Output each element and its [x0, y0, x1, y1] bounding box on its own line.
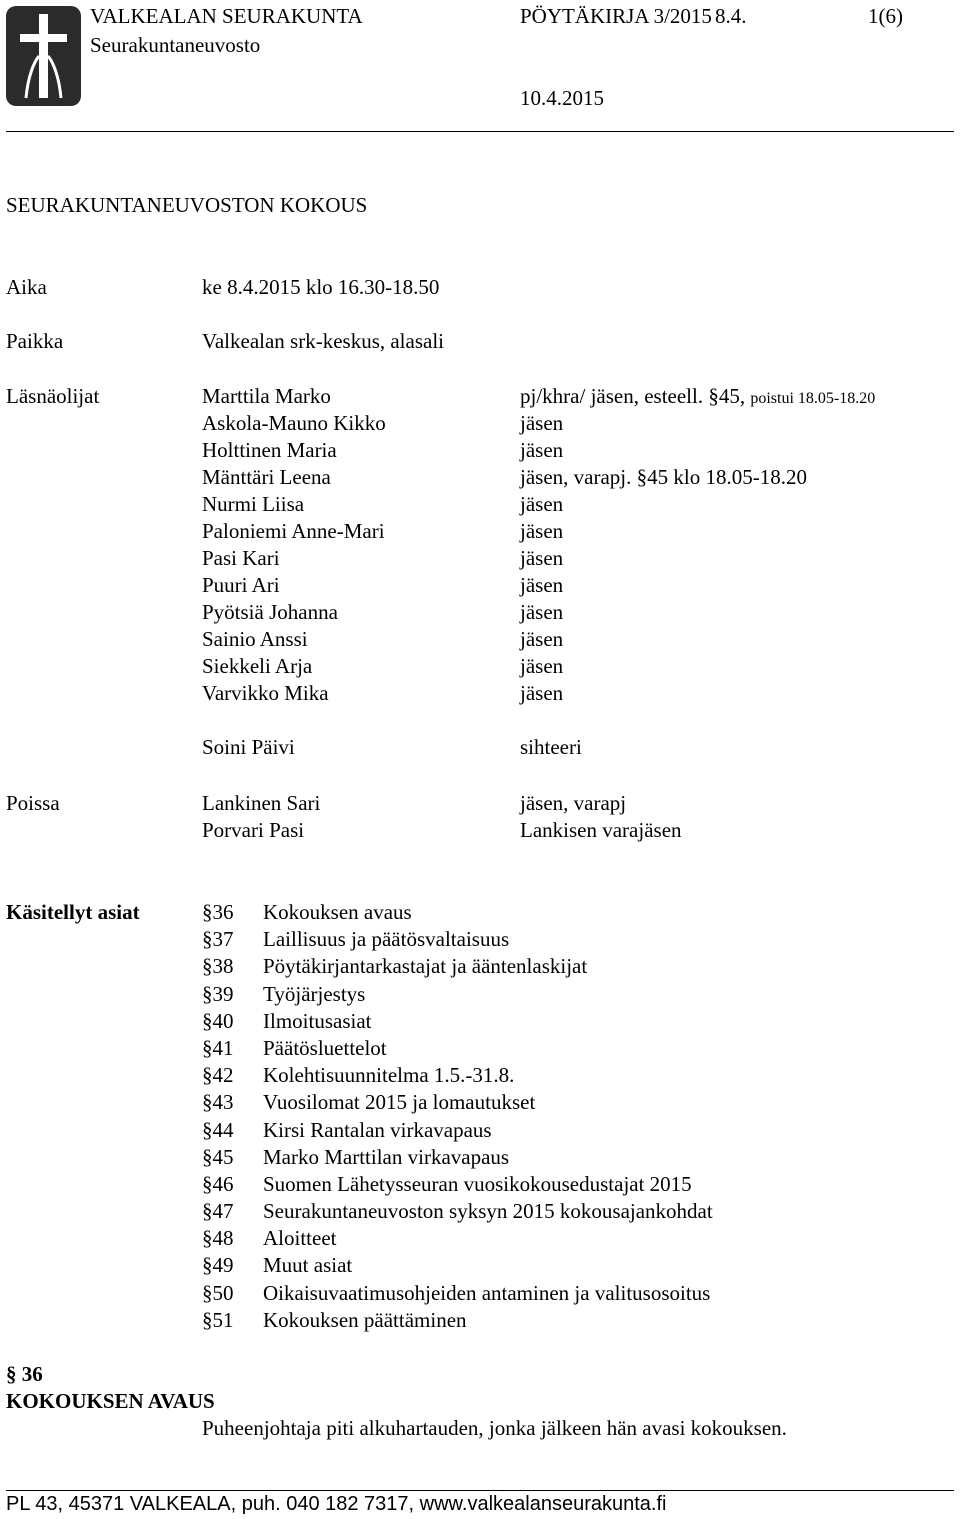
agenda-item [202, 1252, 353, 1279]
agenda-item [202, 899, 412, 926]
time-value: ke 8.4.2015 klo 16.30-18.50 [202, 275, 440, 299]
attendee-role-note: poistui 18.05-18.20 [750, 390, 876, 407]
section-body: Puheenjohtaja piti alkuhartauden, jonka jälkeen hän avasi kokouksen. [202, 1416, 787, 1440]
attendee-name: Holttinen Maria [202, 438, 337, 462]
attendee-role: jäsen [520, 492, 564, 516]
absent-row [202, 790, 627, 817]
attendee-name: Pyötsiä Johanna [202, 600, 338, 624]
absent-role: jäsen, varapj [520, 791, 627, 815]
cross-logo-icon [6, 6, 81, 106]
agenda-item [202, 1280, 711, 1307]
attendee-name: Sainio Anssi [202, 627, 308, 651]
agenda-item-number: §44 [202, 1117, 234, 1142]
attendee-role: jäsen [520, 573, 564, 597]
agenda-item-number: §36 [202, 900, 234, 924]
absent-label: Poissa [6, 791, 60, 815]
meeting-title: SEURAKUNTANEUVOSTON KOKOUS [6, 193, 368, 217]
attendee-role: jäsen [520, 519, 564, 543]
attendee-role: jäsen [520, 654, 564, 678]
agenda-item-text: Kirsi Rantalan virkavapaus [263, 1117, 492, 1142]
place-value: Valkealan srk-keskus, alasali [202, 329, 445, 353]
attendee-name: Siekkeli Arja [202, 654, 313, 678]
agenda-item [202, 1035, 387, 1062]
agenda-item [202, 1117, 492, 1144]
agenda-item-number: §40 [202, 1008, 234, 1033]
attendee-role: jäsen [520, 438, 564, 462]
agenda-label: Käsitellyt asiat [6, 900, 140, 924]
absent-name: Lankinen Sari [202, 791, 321, 815]
present-label: Läsnäolijat [6, 384, 100, 408]
attendee-row [202, 545, 564, 572]
agenda-item-text: Pöytäkirjantarkastajat ja ääntenlaskijat [263, 954, 588, 979]
secretary-role: sihteeri [520, 735, 582, 759]
agenda-item-text: Marko Marttilan virkavapaus [263, 1144, 510, 1169]
attendee-role: jäsen [520, 600, 564, 624]
attendee-row [202, 599, 564, 626]
agenda-item-number: §47 [202, 1199, 234, 1224]
attendee-row [202, 653, 564, 680]
council-name: Seurakuntaneuvosto [90, 33, 261, 57]
agenda-item-number: §38 [202, 954, 234, 979]
agenda-item-number: §39 [202, 981, 234, 1006]
attendee-role [520, 383, 875, 412]
agenda-item-text: Vuosilomat 2015 ja lomautukset [263, 1090, 536, 1115]
agenda-item [202, 953, 588, 980]
agenda-item [202, 1089, 536, 1116]
absent-list [202, 790, 682, 844]
agenda-item [202, 1008, 372, 1035]
place-label: Paikka [6, 329, 64, 353]
agenda-item-text: Laillisuus ja päätösvaltaisuus [263, 927, 510, 952]
attendee-row [202, 437, 564, 464]
section-title: KOKOUKSEN AVAUS [6, 1389, 215, 1413]
attendee-name: Marttila Marko [202, 384, 331, 408]
agenda-item-text: Kokouksen päättäminen [263, 1307, 467, 1332]
agenda-item [202, 1171, 692, 1198]
attendee-name: Mänttäri Leena [202, 465, 331, 489]
agenda-item-number: §49 [202, 1253, 234, 1278]
footer-contact: PL 43, 45371 VALKEALA, puh. 040 182 7317, www.valkealanseurakunta.fi [6, 1493, 667, 1515]
document-date: 8.4. [715, 4, 747, 28]
attendee-row [202, 491, 564, 518]
attendee-name: Nurmi Liisa [202, 492, 305, 516]
secretary-row [202, 734, 582, 761]
agenda-item [202, 1225, 337, 1252]
attendee-role: jäsen, varapj. §45 klo 18.05-18.20 [520, 465, 807, 489]
attendee-row [202, 464, 807, 491]
attendee-row [202, 572, 564, 599]
attendee-role-text: pj/khra/ jäsen, esteell. §45, [520, 384, 751, 408]
agenda-item-text: Työjärjestys [263, 981, 366, 1006]
attendee-list [202, 383, 876, 761]
attendee-name: Varvikko Mika [202, 681, 329, 705]
agenda-item-number: §45 [202, 1144, 234, 1169]
agenda-item-text: Suomen Lähetysseuran vuosikokousedustajat 2015 [263, 1171, 692, 1196]
agenda-item [202, 981, 366, 1008]
attendee-role: jäsen [520, 546, 564, 570]
attendee-name: Paloniemi Anne-Mari [202, 519, 385, 543]
agenda-item [202, 1062, 515, 1089]
attendee-name: Askola-Mauno Kikko [202, 411, 386, 435]
attendee-row [202, 383, 876, 410]
attendee-row [202, 626, 564, 653]
agenda-item-number: §50 [202, 1280, 234, 1305]
section-number: § 36 [6, 1362, 43, 1386]
agenda-item-text: Aloitteet [263, 1226, 337, 1251]
agenda-item [202, 1307, 467, 1334]
agenda-item-text: Kolehtisuunnitelma 1.5.-31.8. [263, 1063, 515, 1088]
agenda-item [202, 1144, 510, 1171]
agenda-item [202, 926, 510, 953]
agenda-item-number: §37 [202, 927, 234, 952]
agenda-item-number: §46 [202, 1171, 234, 1196]
agenda-item-text: Seurakuntaneuvoston syksyn 2015 kokousajankohdat [263, 1199, 713, 1224]
agenda-item [202, 1198, 713, 1225]
header-date: 10.4.2015 [520, 86, 604, 110]
time-label: Aika [6, 275, 47, 299]
attendee-role: jäsen [520, 411, 564, 435]
agenda-item-text: Kokouksen avaus [263, 900, 412, 924]
footer-divider [6, 1490, 954, 1491]
agenda-item-text: Oikaisuvaatimusohjeiden antaminen ja valitusosoitus [263, 1280, 711, 1305]
agenda-item-number: §41 [202, 1035, 234, 1060]
agenda-item-number: §43 [202, 1090, 234, 1115]
attendee-name: Puuri Ari [202, 573, 280, 597]
absent-role: Lankisen varajäsen [520, 818, 682, 842]
agenda-item-number: §51 [202, 1307, 234, 1332]
agenda-item-text: Muut asiat [263, 1253, 353, 1278]
attendee-role: jäsen [520, 627, 564, 651]
document-title: PÖYTÄKIRJA 3/2015 [520, 4, 712, 28]
absent-row [202, 817, 682, 844]
header-divider [6, 131, 954, 132]
page-number: 1(6) [868, 4, 903, 28]
secretary-name: Soini Päivi [202, 735, 295, 759]
agenda-item-text: Päätösluettelot [263, 1035, 387, 1060]
attendee-row [202, 410, 564, 437]
agenda-item-text: Ilmoitusasiat [263, 1008, 372, 1033]
agenda-item-number: §48 [202, 1226, 234, 1251]
agenda-item-number: §42 [202, 1063, 234, 1088]
attendee-row [202, 680, 564, 707]
absent-name: Porvari Pasi [202, 818, 305, 842]
attendee-row [202, 518, 564, 545]
attendee-name: Pasi Kari [202, 546, 280, 570]
agenda-list [202, 899, 713, 1334]
parish-logo [6, 6, 81, 106]
attendee-role: jäsen [520, 681, 564, 705]
organization-name: VALKEALAN SEURAKUNTA [90, 4, 363, 28]
